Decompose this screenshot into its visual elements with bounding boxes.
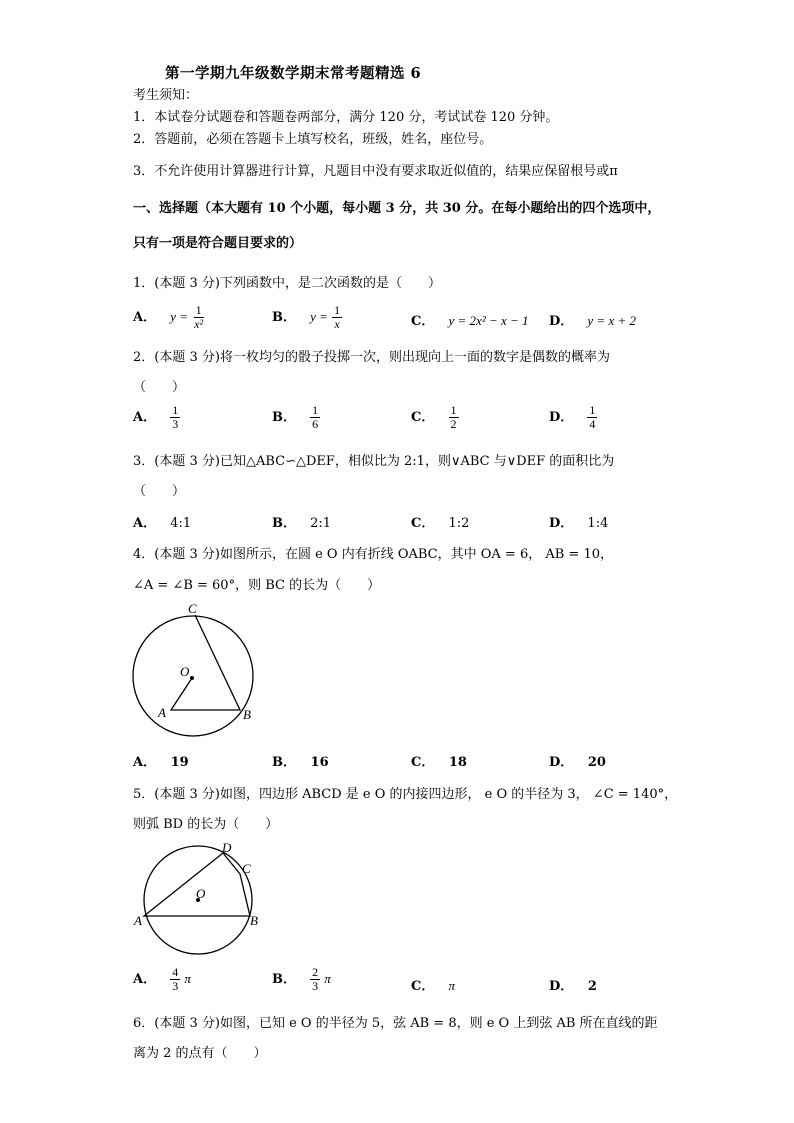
section-heading-line2: 只有一项是符合题目要求的） [133, 236, 303, 251]
q2-stem: 2．(本题 3 分)将一枚均匀的骰子投掷一次，则出现向上一面的数字是偶数的概率为 [133, 350, 610, 365]
q2-a-num: 1 [172, 403, 179, 417]
q2-c-label: C． [411, 410, 435, 425]
q5-d-value: 2 [587, 979, 597, 994]
q5-option-c [411, 975, 455, 994]
q5-b-label: B． [272, 972, 296, 987]
q2-b-fraction [310, 404, 320, 431]
q3-option-b [272, 512, 331, 531]
q1-a-lhs: y = [170, 309, 189, 324]
q1-b-fraction [332, 304, 342, 331]
q4-center-dot [190, 676, 194, 680]
q5-label-o: O [196, 886, 206, 901]
q5-a-label: A． [133, 972, 157, 987]
q2-c-num: 1 [450, 403, 457, 417]
q3-stem: 3．(本题 3 分)已知△ABC∽△DEF，相似比为 2:1，则∨ABC 与∨DEF 的面积比为 [133, 454, 615, 469]
q3-d-value: 1:4 [587, 516, 609, 531]
q4-circle-figure [125, 598, 265, 743]
q5-label-b: B [250, 913, 258, 928]
q1-b-label: B． [272, 310, 296, 325]
q4-d-value: 20 [587, 755, 606, 770]
q5-d-label: D． [549, 979, 574, 994]
q3-d-label: D． [549, 516, 574, 531]
q4-c-label: C． [411, 755, 435, 770]
q2-b-label: B． [272, 410, 296, 425]
q3-a-value: 4:1 [170, 516, 192, 531]
q2-d-label: D． [549, 410, 574, 425]
q4-option-c [411, 751, 467, 770]
q1-option-c [411, 310, 529, 329]
notice-item-1: 1．本试卷分试题卷和答题卷两部分，满分 120 分，考试试卷 120 分钟。 [133, 110, 559, 125]
q4-label-a: A [158, 705, 166, 720]
q2-c-fraction [449, 404, 459, 431]
q1-a-num: 1 [195, 303, 202, 317]
q1-a-den: x² [194, 317, 204, 331]
q5-label-c: C [242, 861, 251, 876]
q2-a-den: 3 [172, 417, 179, 431]
q4-label-b: B [243, 707, 251, 722]
q5-b-pi: π [324, 971, 331, 986]
q5-b-den: 3 [312, 979, 319, 993]
q3-option-d [549, 512, 608, 531]
q4-b-value: 16 [310, 755, 329, 770]
q2-b-num: 1 [312, 403, 319, 417]
q1-b-den: x [334, 317, 340, 331]
q2-paren: （ ） [133, 380, 186, 395]
q5-option-b [272, 966, 331, 993]
q1-option-d [549, 310, 636, 329]
q1-d-value: y = x + 2 [587, 313, 637, 328]
q1-option-b [272, 304, 342, 331]
q2-d-den: 4 [589, 417, 596, 431]
q4-stem-line1: 4．(本题 3 分)如图所示，在圆 e O 内有折线 OABC，其中 OA = 6， AB = 10， [133, 547, 613, 562]
q5-option-d [549, 975, 597, 994]
q3-b-label: B． [272, 516, 296, 531]
q4-a-value: 19 [170, 755, 189, 770]
q4-b-label: B． [272, 755, 296, 770]
q5-c-value: π [448, 978, 456, 993]
q4-circle [133, 616, 253, 736]
q3-option-c [411, 512, 469, 531]
q1-a-fraction [192, 304, 205, 331]
q5-a-den: 3 [172, 979, 179, 993]
q5-label-a: A [134, 913, 142, 928]
q2-option-c [411, 404, 459, 431]
q2-b-den: 6 [312, 417, 319, 431]
q2-d-fraction [587, 404, 597, 431]
q1-b-lhs: y = [310, 309, 328, 324]
q5-c-label: C． [411, 979, 435, 994]
q2-option-a [133, 404, 180, 431]
q2-c-den: 2 [450, 417, 457, 431]
q4-stem-line2: ∠A = ∠B = 60°，则 BC 的长为（ ） [133, 578, 381, 593]
q5-a-fraction [170, 966, 180, 993]
q2-d-num: 1 [589, 403, 596, 417]
q3-c-label: C． [411, 516, 435, 531]
q1-b-num: 1 [334, 303, 341, 317]
q2-a-fraction [170, 404, 180, 431]
q4-label-c: C [188, 601, 197, 616]
q3-c-value: 1:2 [448, 516, 470, 531]
q2-option-b [272, 404, 320, 431]
q1-stem: 1．(本题 3 分)下列函数中，是二次函数的是（ ） [133, 276, 441, 291]
q1-a-label: A． [133, 310, 157, 325]
q5-b-num: 2 [312, 965, 319, 979]
q1-option-a [133, 304, 205, 331]
q3-a-label: A． [133, 516, 157, 531]
q4-d-label: D． [549, 755, 574, 770]
notice-item-2: 2．答题前，必须在答题卡上填写校名，班级，姓名，座位号。 [133, 132, 493, 147]
q4-option-b [272, 751, 329, 770]
notice-heading: 考生须知： [133, 88, 199, 103]
notice-item-3: 3．不允许使用计算器进行计算，凡题目中没有要求取近似值的，结果应保留根号或π [133, 164, 618, 179]
q2-option-d [549, 404, 597, 431]
q5-a-num: 4 [172, 965, 179, 979]
page-title: 第一学期九年级数学期末常考题精选 6 [165, 65, 422, 82]
q1-d-label: D． [549, 314, 574, 329]
q5-option-a [133, 966, 191, 993]
q3-option-a [133, 512, 191, 531]
q5-stem-line2: 则弧 BD 的长为（ ） [133, 817, 279, 832]
q1-c-value: y = 2x² − x − 1 [448, 313, 529, 328]
q4-label-o: O [180, 664, 190, 679]
q5-label-d: D [222, 840, 232, 855]
q4-option-a [133, 751, 189, 770]
q4-a-label: A． [133, 755, 157, 770]
q1-c-label: C． [411, 314, 435, 329]
q6-stem-line1: 6．(本题 3 分)如图，已知 e O 的半径为 5，弦 AB = 8，则 e O 上到弦 AB 所在直线的距 [133, 1016, 658, 1031]
q5-circle-figure [130, 838, 270, 963]
q4-c-value: 18 [448, 755, 467, 770]
q5-a-pi: π [184, 971, 191, 986]
q3-b-value: 2:1 [310, 516, 332, 531]
q2-a-label: A． [133, 410, 157, 425]
q3-paren: （ ） [133, 484, 186, 499]
section-heading-line1: 一、选择题（本大题有 10 个小题，每小题 3 分，共 30 分。在每小题给出的四个选项中， [133, 201, 661, 216]
q4-option-d [549, 751, 606, 770]
q5-stem-line1: 5．(本题 3 分)如图，四边形 ABCD 是 e O 的内接四边形， e O 的半径为 3， ∠C = 140°， [133, 787, 678, 802]
q5-b-fraction [310, 966, 320, 993]
q6-stem-line2: 离为 2 的点有（ ） [133, 1046, 267, 1061]
